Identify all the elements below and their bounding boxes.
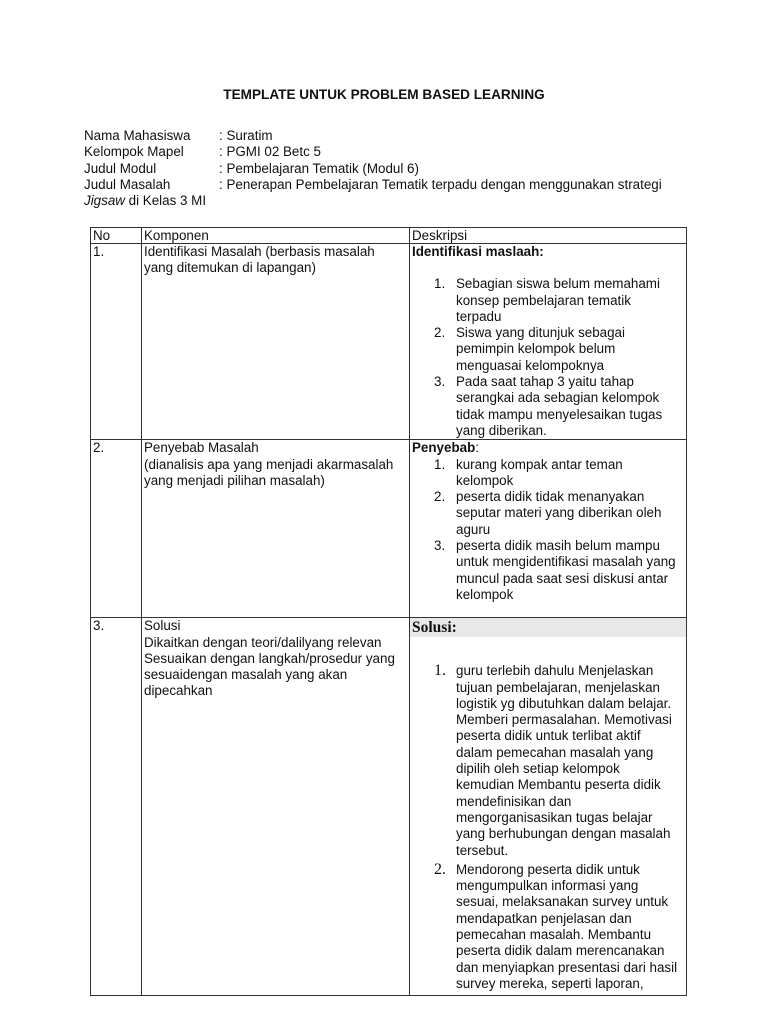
cell-deskripsi bbox=[410, 440, 687, 618]
list-line: peserta didik dalam merencanakan bbox=[456, 943, 665, 959]
list-line: pemecahan masalah. Membantu bbox=[456, 927, 652, 943]
list-line: untuk mengidentifikasi masalah yang bbox=[456, 554, 676, 570]
desc-heading-text: Penyebab bbox=[412, 440, 476, 456]
cell-no: 2. bbox=[91, 440, 142, 618]
komponen-line: Penyebab Masalah bbox=[144, 440, 259, 456]
info-value: : Suratim bbox=[219, 128, 273, 143]
desc-heading bbox=[412, 440, 684, 456]
header-komponen: Komponen bbox=[142, 228, 410, 244]
desc-list bbox=[412, 457, 684, 604]
desc-heading: Identifikasi maslaah: bbox=[412, 244, 544, 259]
list-line: pemimpin kelompok belum bbox=[456, 341, 616, 357]
info-label: Nama Mahasiswa bbox=[84, 128, 191, 143]
list-line: konsep pembelajaran tematik bbox=[456, 292, 631, 308]
info-row-problem bbox=[84, 177, 704, 193]
cell-no: 3. bbox=[91, 618, 142, 996]
list-line: tersebut. bbox=[456, 842, 509, 858]
komponen-line: Sesuaikan dengan langkah/prosedur yang bbox=[144, 650, 395, 666]
list-item bbox=[412, 862, 684, 992]
list-line: kelompok bbox=[456, 472, 514, 488]
list-line: logistik yg dibutuhkan dalam belajar. bbox=[456, 695, 672, 711]
desc-list bbox=[412, 663, 684, 992]
list-number: 2. bbox=[434, 489, 446, 505]
komponen-line: Identifikasi Masalah (berbasis masalah bbox=[144, 244, 375, 259]
desc-list bbox=[412, 276, 684, 439]
class-text: di Kelas 3 MI bbox=[124, 193, 207, 209]
cell-komponen bbox=[142, 440, 410, 618]
info-row-name bbox=[84, 128, 704, 144]
info-row-module bbox=[84, 161, 704, 177]
list-number: 1. bbox=[434, 662, 446, 680]
list-number: 3. bbox=[434, 538, 446, 554]
list-line: dipilih oleh setiap kelompok bbox=[456, 761, 620, 777]
list-number: 1. bbox=[434, 456, 446, 472]
list-line: peserta didik untuk terlibat aktif bbox=[456, 728, 641, 744]
list-line: tujuan pembelajaran, menjelaskan bbox=[456, 679, 660, 695]
info-row-group bbox=[84, 144, 704, 160]
list-item bbox=[412, 276, 684, 325]
komponen-line: (dianalisis apa yang menjadi akarmasalah bbox=[144, 456, 394, 472]
list-number: 2. bbox=[434, 325, 446, 341]
list-line: yang berhubungan dengan masalah bbox=[456, 826, 671, 842]
list-line: kurang kompak antar teman bbox=[456, 456, 623, 472]
info-label: Judul Masalah bbox=[84, 176, 171, 192]
list-line: mendapatkan penjelasan dan bbox=[456, 910, 632, 926]
list-line: muncul pada saat sesi diskusi antar bbox=[456, 570, 669, 586]
cell-komponen bbox=[142, 618, 410, 996]
cell-komponen bbox=[142, 244, 410, 440]
list-line: mengumpulkan informasi yang bbox=[456, 878, 639, 894]
list-item bbox=[412, 325, 684, 374]
list-line: Mendorong peserta didik untuk bbox=[456, 861, 640, 877]
info-value: : PGMI 02 Betc 5 bbox=[219, 144, 321, 160]
list-item bbox=[412, 538, 684, 603]
header-deskripsi: Deskripsi bbox=[410, 228, 687, 244]
header-no: No bbox=[91, 228, 142, 244]
list-number: 1. bbox=[434, 276, 446, 292]
info-value: : Pembelajaran Tematik (Modul 6) bbox=[219, 160, 419, 176]
list-item bbox=[412, 457, 684, 490]
table-row bbox=[91, 244, 687, 440]
student-info bbox=[84, 128, 704, 209]
komponen-line: yang menjadi pilihan masalah) bbox=[144, 472, 325, 488]
list-line: peserta didik masih belum mampu bbox=[456, 538, 660, 554]
list-line: peserta didik tidak menanyakan bbox=[456, 489, 645, 505]
list-number: 3. bbox=[434, 374, 446, 390]
pbl-table bbox=[90, 227, 687, 996]
strategy-name: Jigsaw bbox=[84, 193, 125, 209]
list-line: dan menyiapkan presentasi dari hasil bbox=[456, 959, 678, 975]
list-line: menguasai kelompoknya bbox=[456, 357, 605, 373]
list-line: dalam pemecahan masalah yang bbox=[456, 744, 654, 760]
komponen-line: sesuaidengan masalah yang akan bbox=[144, 667, 348, 683]
list-item bbox=[412, 489, 684, 538]
list-line: yang diberikan. bbox=[456, 422, 547, 438]
list-line: aguru bbox=[456, 521, 491, 537]
list-number: 2. bbox=[434, 860, 446, 878]
list-line: seputar materi yang diberikan oleh bbox=[456, 505, 662, 521]
cell-deskripsi bbox=[410, 244, 687, 440]
list-line: sesuai, melaksanakan survey untuk bbox=[456, 894, 669, 910]
list-line: Memberi permasalahan. Memotivasi bbox=[456, 712, 672, 728]
info-problem-continuation bbox=[84, 193, 704, 209]
list-line: serangkai ada sebagian kelompok bbox=[456, 390, 660, 406]
list-line: kemudian Membantu peserta didik bbox=[456, 777, 661, 793]
list-line: Siswa yang ditunjuk sebagai bbox=[456, 325, 625, 341]
table-row bbox=[91, 618, 687, 996]
list-line: Pada saat tahap 3 yaitu tahap bbox=[456, 374, 634, 390]
list-item bbox=[412, 374, 684, 439]
komponen-line: Dikaitkan dengan teori/dalilyang relevan bbox=[144, 634, 382, 650]
komponen-line: dipecahkan bbox=[144, 683, 213, 699]
info-value: : Penerapan Pembelajaran Tematik terpadu dengan menggunakan strategi bbox=[219, 176, 662, 192]
list-line: mengorganisasikan tugas belajar bbox=[456, 809, 653, 825]
document-title: TEMPLATE UNTUK PROBLEM BASED LEARNING bbox=[223, 87, 545, 102]
list-item bbox=[412, 663, 684, 859]
info-label: Judul Modul bbox=[84, 160, 157, 176]
list-line: terpadu bbox=[456, 308, 502, 324]
cell-no: 1. bbox=[91, 244, 142, 440]
table-header-row bbox=[91, 228, 687, 244]
list-line: guru terlebih dahulu Menjelaskan bbox=[456, 663, 654, 679]
list-line: mendefinisikan dan bbox=[456, 793, 572, 809]
komponen-line: Solusi bbox=[144, 618, 181, 634]
cell-deskripsi bbox=[410, 618, 687, 996]
desc-heading-colon: : bbox=[475, 440, 479, 456]
table-row bbox=[91, 440, 687, 618]
list-line: survey mereka, seperti laporan, bbox=[456, 975, 644, 991]
desc-heading: Solusi: bbox=[410, 618, 686, 637]
list-line: kelompok bbox=[456, 586, 514, 602]
list-line: Sebagian siswa belum memahami bbox=[456, 276, 660, 292]
info-label: Kelompok Mapel bbox=[84, 144, 184, 160]
list-line: tidak mampu menyelesaikan tugas bbox=[456, 406, 663, 422]
komponen-line: yang ditemukan di lapangan) bbox=[144, 260, 316, 276]
